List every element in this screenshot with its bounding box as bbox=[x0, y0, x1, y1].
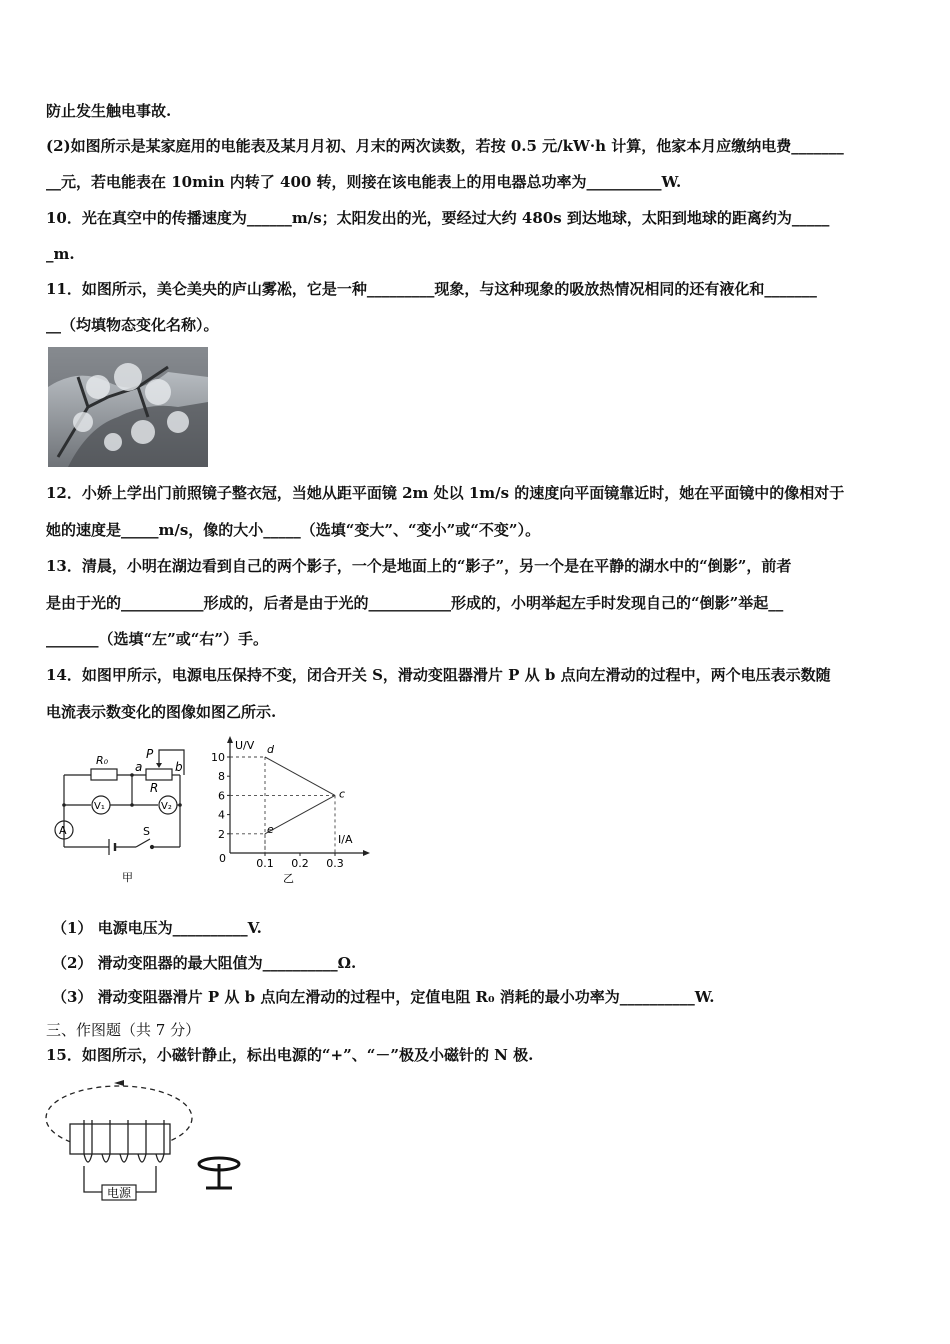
question-14-part-1: （1） 电源电压为__________V. bbox=[52, 919, 262, 937]
rime-photo bbox=[48, 347, 208, 467]
x-tick-label: 0.3 bbox=[326, 857, 344, 870]
question-14-part-2: （2） 滑动变阻器的最大阻值为__________Ω. bbox=[52, 954, 357, 972]
section-heading: 三、作图题（共 7 分） bbox=[46, 1021, 201, 1039]
text-line-13: 14．如图甲所示，电源电压保持不变，闭合开关 S，滑动变阻器滑片 P 从 b 点向左滑动的过程中，两个电压表示数随 bbox=[46, 666, 831, 684]
text-line-3: __元，若电能表在 10min 内转了 400 转，则接在该电能表上的用电器总功率为__________W. bbox=[46, 173, 682, 191]
graph-ylabel: U/V bbox=[235, 739, 255, 752]
text-line-6: 11．如图所示，美仑美央的庐山雾凇，它是一种_________现象，与这种现象的吸放热情况相同的还有液化和_______ bbox=[46, 280, 817, 298]
compass-needle-icon bbox=[199, 1158, 239, 1188]
x-tick-label: 0.1 bbox=[256, 857, 274, 870]
graph-origin: 0 bbox=[219, 852, 226, 865]
r0-label: R₀ bbox=[96, 754, 109, 767]
y-tick-label: 10 bbox=[211, 751, 225, 764]
text-line-1: 防止发生触电事故. bbox=[46, 102, 172, 120]
rheostat-r-label: R bbox=[150, 781, 159, 795]
text-line-7: __（均填物态变化名称）。 bbox=[46, 316, 219, 334]
v1-label: V₁ bbox=[94, 801, 105, 812]
v2-label: V₂ bbox=[161, 801, 172, 812]
point-label-d: d bbox=[267, 743, 274, 756]
solenoid-diagram bbox=[44, 1078, 254, 1208]
series-line bbox=[265, 757, 335, 795]
text-line-15: 15．如图所示，小磁针静止，标出电源的“+”、“－”极及小磁针的 N 极. bbox=[46, 1046, 534, 1064]
point-b-label: b bbox=[175, 760, 183, 774]
point-label-e: e bbox=[267, 822, 274, 836]
graph-caption: 乙 bbox=[283, 872, 294, 885]
switch-s-label: S bbox=[143, 825, 150, 838]
text-line-5: _m. bbox=[46, 245, 75, 263]
question-14-part-3: （3） 滑动变阻器滑片 P 从 b 点向左滑动的过程中，定值电阻 R₀ 消耗的最小功率为__________W. bbox=[52, 988, 715, 1006]
x-tick-label: 0.2 bbox=[291, 857, 309, 870]
circuit-caption: 甲 bbox=[122, 871, 133, 884]
point-a-label: a bbox=[135, 760, 143, 774]
point-label-c: c bbox=[339, 787, 346, 801]
text-line-10: 13．清晨，小明在湖边看到自己的两个影子，一个是地面上的“影子”，另一个是在平静的湖水中的“倒影”，前者 bbox=[46, 557, 792, 575]
power-source-label: 电源 bbox=[106, 1186, 132, 1200]
text-line-8: 12．小娇上学出门前照镜子整衣冠，当她从距平面镜 2m 处以 1m/s 的速度向平面镜靠近时，她在平面镜中的像相对于 bbox=[46, 484, 845, 502]
y-tick-label: 6 bbox=[218, 789, 225, 803]
y-tick-label: 2 bbox=[218, 827, 225, 841]
text-line-14: 电流表示数变化的图像如图乙所示. bbox=[46, 703, 277, 721]
text-line-2: (2)如图所示是某家庭用的电能表及某月月初、月末的两次读数，若按 0.5 元/kW·h 计算，他家本月应缴纳电费_______ bbox=[46, 137, 844, 155]
text-line-11: 是由于光的___________形成的，后者是由于光的___________形成的，小明举起左手时发现自己的“倒影”举起__ bbox=[46, 594, 784, 612]
y-tick-label: 4 bbox=[218, 808, 225, 822]
slider-p-label: P bbox=[146, 747, 154, 761]
ammeter-label: A bbox=[59, 824, 67, 837]
series-line bbox=[265, 795, 335, 833]
circuit-diagram bbox=[46, 745, 216, 885]
graph-xlabel: I/A bbox=[338, 833, 353, 846]
ui-graph bbox=[205, 733, 375, 885]
text-line-9: 她的速度是_____m/s，像的大小_____（选填“变大”、“变小”或“不变”）。 bbox=[46, 521, 541, 539]
text-line-4: 10．光在真空中的传播速度为______m/s；太阳发出的光，要经过大约 480s 到达地球，太阳到地球的距离约为_____ bbox=[46, 209, 830, 227]
text-line-12: _______（选填“左”或“右”）手。 bbox=[46, 630, 269, 648]
y-tick-label: 8 bbox=[218, 770, 225, 784]
